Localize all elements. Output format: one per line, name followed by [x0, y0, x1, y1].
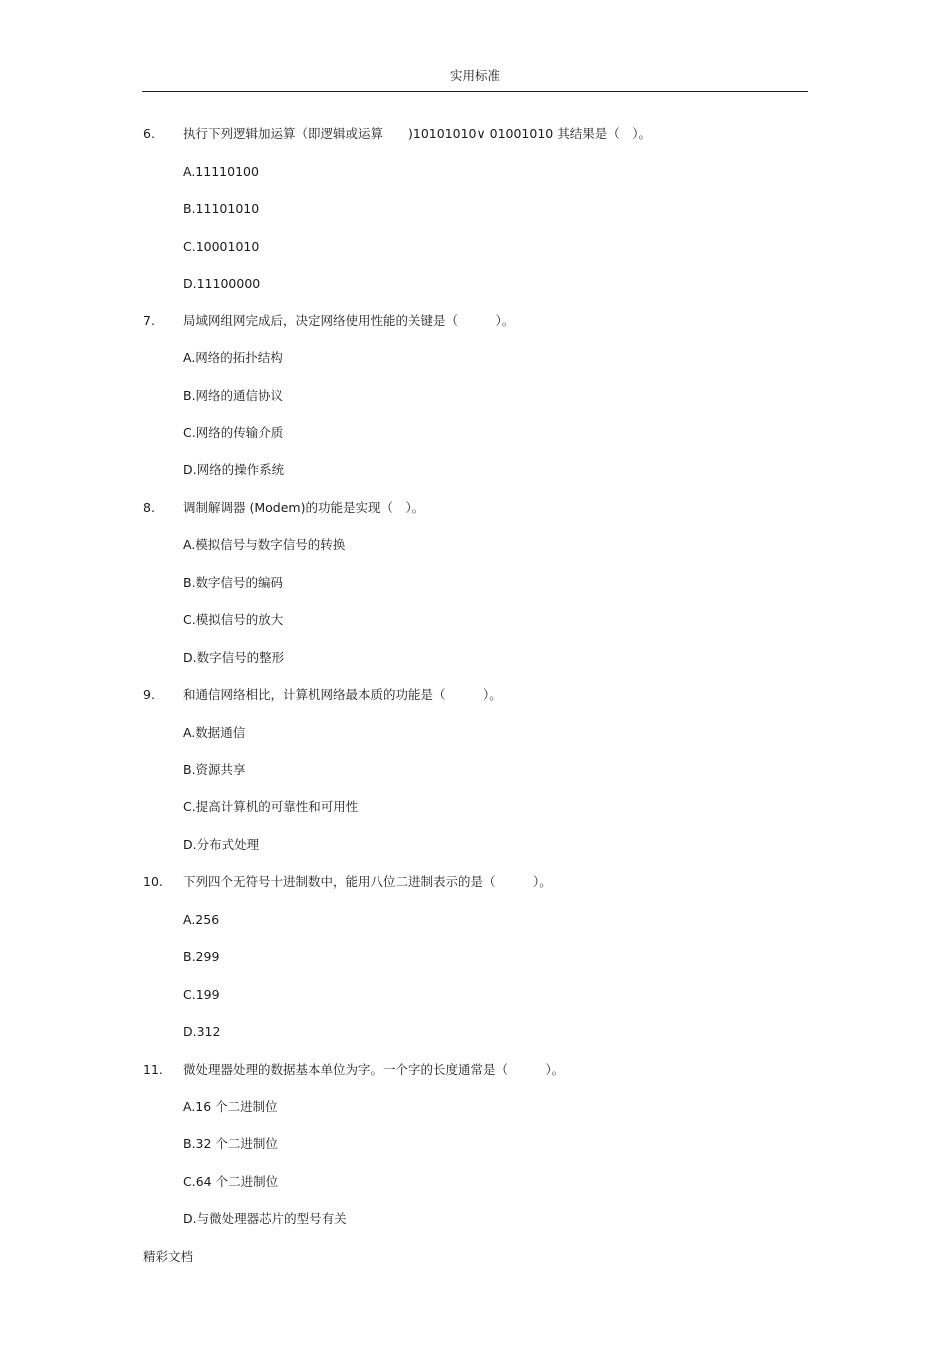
option-d: D.312	[183, 1024, 221, 1039]
option-b: B.网络的通信协议	[183, 388, 284, 403]
question-text: 和通信网络相比，计算机网络最本质的功能是（ ）。	[183, 687, 502, 702]
question-number: 11.	[143, 1062, 163, 1077]
option-a: A.16 个二进制位	[183, 1099, 278, 1114]
option-a: A.数据通信	[183, 725, 246, 740]
question-number: 6.	[143, 126, 155, 141]
question-text: 调制解调器 (Modem)的功能是实现（ ）。	[183, 500, 425, 515]
option-d: D.数字信号的整形	[183, 650, 285, 665]
option-a: A.网络的拓扑结构	[183, 350, 283, 365]
question-text: 执行下列逻辑加运算（即逻辑或运算 )10101010∨ 01001010 其结果是（ ）。	[183, 126, 651, 141]
option-c: C.10001010	[183, 239, 260, 254]
option-a: A.模拟信号与数字信号的转换	[183, 537, 346, 552]
option-b: B.11101010	[183, 201, 260, 216]
option-d: D.网络的操作系统	[183, 462, 285, 477]
page-header: 实用标准	[449, 68, 500, 83]
question-text: 局域网组网完成后，决定网络使用性能的关键是（ ）。	[183, 313, 515, 328]
option-c: C.64 个二进制位	[183, 1174, 279, 1189]
option-c: C.提高计算机的可靠性和可用性	[183, 799, 359, 814]
question-number: 7.	[143, 313, 155, 328]
question-number: 10.	[143, 874, 163, 889]
option-d: D.与微处理器芯片的型号有关	[183, 1211, 347, 1226]
option-b: B.资源共享	[183, 762, 246, 777]
option-b: B.数字信号的编码	[183, 575, 284, 590]
option-c: C.199	[183, 987, 220, 1002]
question-number: 8.	[143, 500, 155, 515]
option-d: D.分布式处理	[183, 837, 260, 852]
option-a: A.256	[183, 912, 220, 927]
option-b: B.32 个二进制位	[183, 1136, 278, 1151]
page-footer: 精彩文档	[143, 1249, 194, 1264]
option-c: C.网络的传输介质	[183, 425, 284, 440]
option-c: C.模拟信号的放大	[183, 612, 284, 627]
question-number: 9.	[143, 687, 155, 702]
question-text: 微处理器处理的数据基本单位为字。一个字的长度通常是（ ）。	[183, 1062, 565, 1077]
question-text: 下列四个无符号十进制数中，能用八位二进制表示的是（ ）。	[183, 874, 552, 889]
option-d: D.11100000	[183, 276, 261, 291]
option-a: A.11110100	[183, 164, 259, 179]
option-b: B.299	[183, 949, 220, 964]
